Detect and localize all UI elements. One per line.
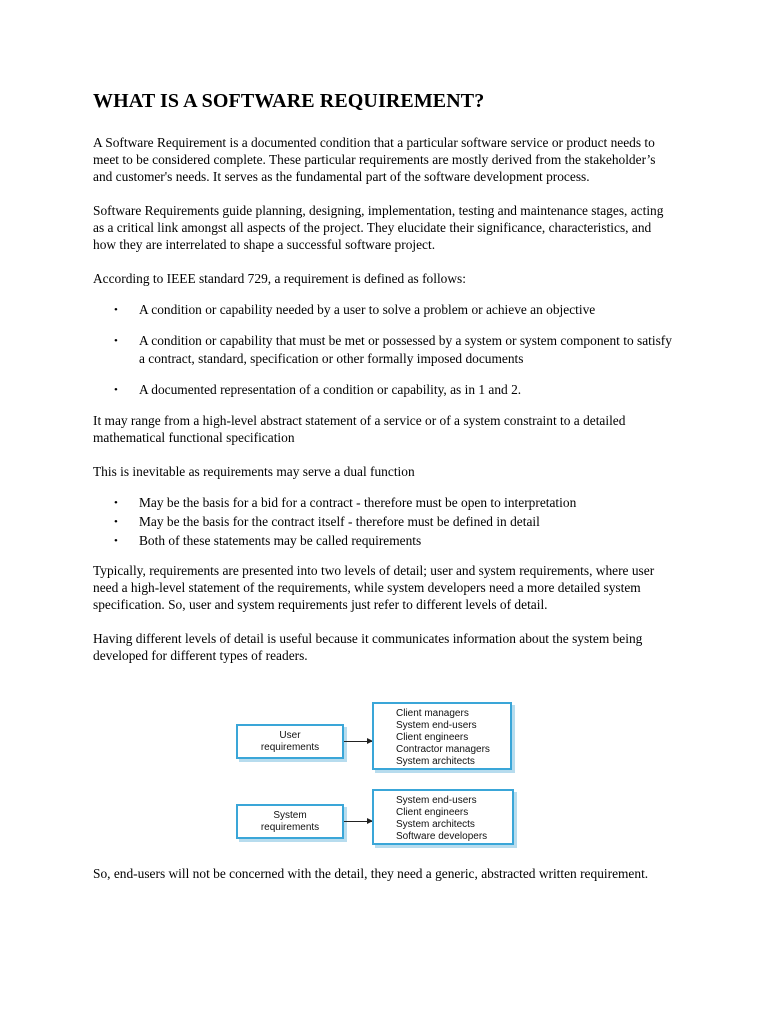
- document-content: [93, 90, 673, 882]
- list-item: • A documented representation of a condition or capability, as in 1 and 2.: [114, 382, 522, 397]
- bullet-icon: •: [114, 304, 118, 316]
- user-readers-box: [372, 702, 512, 770]
- reader-item: System architects: [396, 819, 475, 830]
- paragraph-purpose: Software Requirements guide planning, designing, implementation, testing and maintenance stages, acting as a critical link amongst all aspects of the project. They elucidate their significance, characteristics, and how they are interrelated to shape a successful software project.: [93, 203, 664, 252]
- paragraph-range: It may range from a high-level abstract statement of a service or of a system constraint to a detailed mathematical functional specification: [93, 413, 626, 445]
- bullet-icon: •: [114, 535, 118, 547]
- reader-item: Client managers: [396, 708, 469, 719]
- list-item: • Both of these statements may be called requirements: [114, 533, 422, 548]
- reader-item: Client engineers: [396, 807, 469, 818]
- arrow-icon: [344, 821, 372, 822]
- bullet-icon: •: [114, 335, 118, 347]
- paragraph-ieee-intro: According to IEEE standard 729, a requirement is defined as follows:: [93, 271, 466, 286]
- reader-item: Client engineers: [396, 732, 469, 743]
- system-readers-box: [372, 789, 514, 845]
- list-item: • May be the basis for the contract itself - therefore must be defined in detail: [114, 514, 540, 529]
- paragraph-dual-function: This is inevitable as requirements may serve a dual function: [93, 464, 415, 479]
- list-item: • May be the basis for a bid for a contract - therefore must be open to interpretation: [114, 495, 577, 510]
- list-item: • A condition or capability that must be met or possessed by a system or system component to satisfy a contract, standard, specification or other formally imposed documents: [114, 333, 672, 366]
- requirements-readers-diagram: [234, 691, 534, 842]
- reader-item: Contractor managers: [396, 744, 490, 755]
- reader-item: System end-users: [396, 795, 477, 806]
- bullet-icon: •: [114, 384, 118, 396]
- paragraph-definition: A Software Requirement is a documented condition that a particular software service or product needs to meet to be considered complete. These particular requirements are mostly derived from the stakeholder’s and customer's needs. It serves as the fundamental part of the software development process.: [93, 135, 656, 184]
- arrow-icon: [344, 741, 372, 742]
- user-requirements-box: User requirements: [236, 724, 344, 759]
- page-title: WHAT IS A SOFTWARE REQUIREMENT?: [93, 90, 485, 112]
- paragraph-readers: Having different levels of detail is useful because it communicates information about the system being developed for different types of readers.: [93, 631, 643, 663]
- list-item: • A condition or capability needed by a user to solve a problem or achieve an objective: [114, 302, 596, 317]
- paragraph-levels: Typically, requirements are presented into two levels of detail; user and system requirements, where user need a high-level statement of the requirements, while system developers need a more detailed system specification. So, user and system requirements just refer to different levels of detail.: [93, 563, 655, 612]
- dual-function-list: [93, 494, 673, 550]
- reader-item: System end-users: [396, 720, 477, 731]
- reader-item: Software developers: [396, 831, 488, 842]
- reader-item: System architects: [396, 756, 475, 767]
- bullet-icon: •: [114, 497, 118, 509]
- paragraph-end-users: So, end-users will not be concerned with the detail, they need a generic, abstracted written requirement.: [93, 866, 649, 881]
- ieee-definition-list: [93, 301, 673, 399]
- system-requirements-box: System requirements: [236, 804, 344, 839]
- bullet-icon: •: [114, 516, 118, 528]
